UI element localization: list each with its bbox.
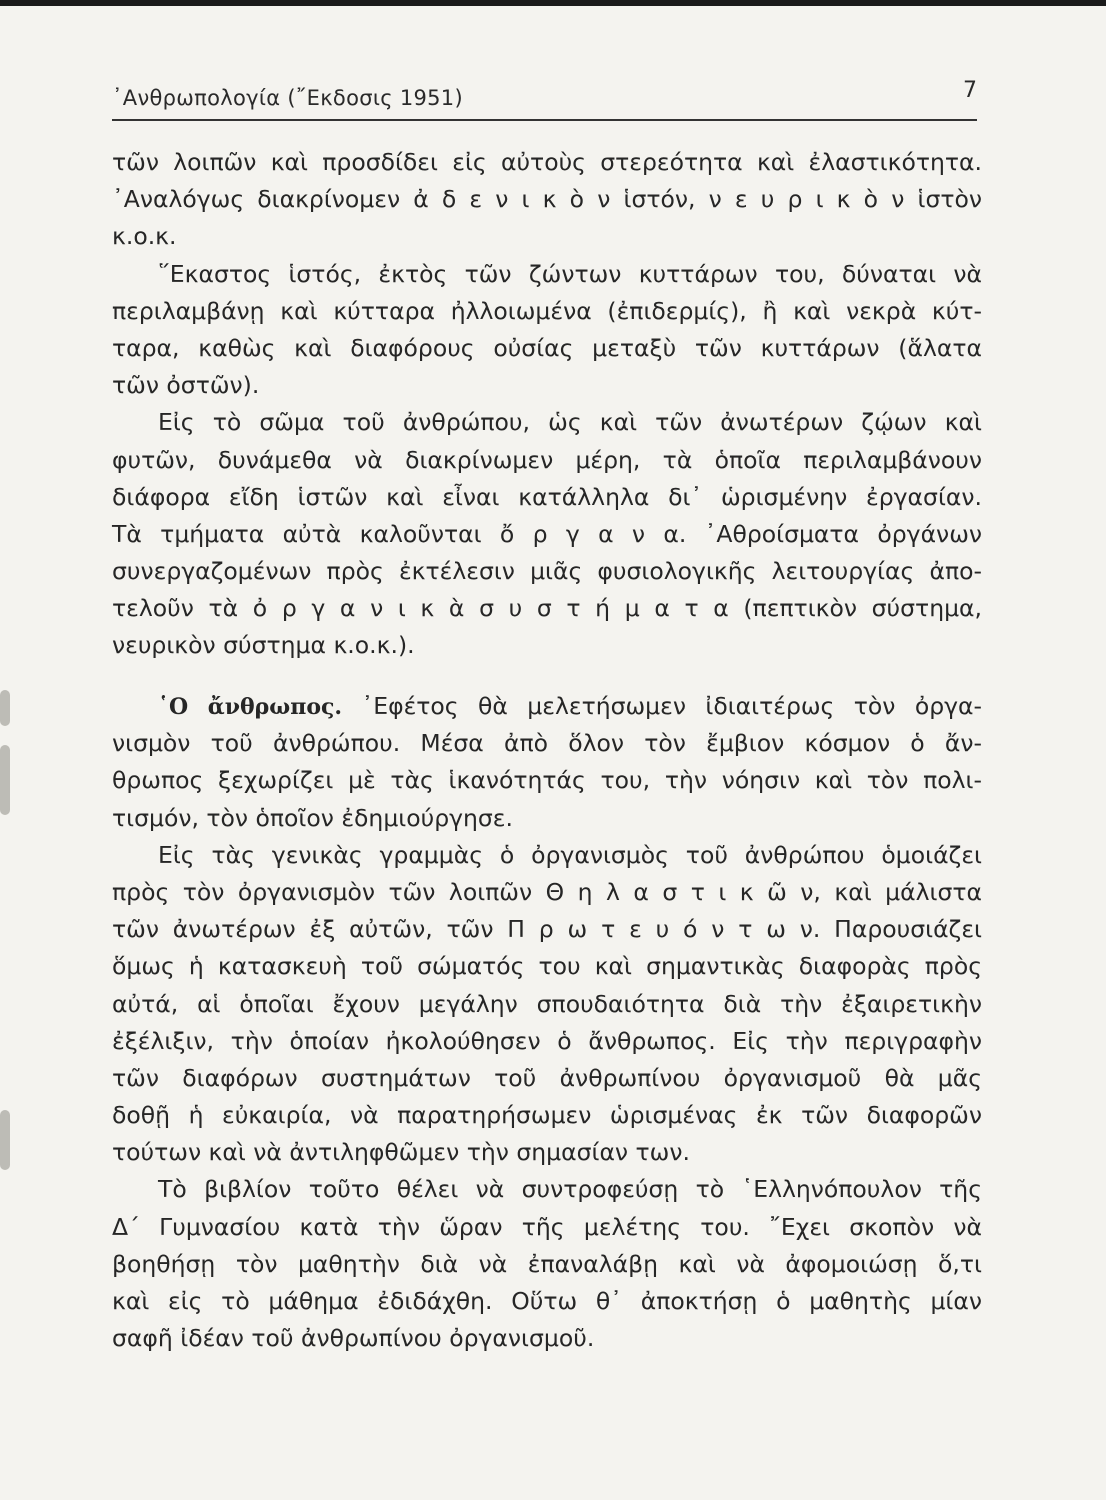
text-line: φυτῶν, δυνάμεθα νὰ διακρίνωμεν μέρη, τὰ ὁποῖα περιλαμβάνουν <box>112 445 982 474</box>
text-line: νευρικὸν σύστημα κ.ο.κ.). <box>112 631 415 660</box>
text-line <box>112 688 982 725</box>
text-line: βοηθήσῃ τὸν μαθητὴν διὰ νὰ ἐπαναλάβῃ καὶ νὰ ἀφομοιώσῃ ὅ,τι <box>112 1249 982 1278</box>
text-line: Τὰ τμήματα αὐτὰ καλοῦνται ὄ ρ γ α ν α. ᾿Αθροίσματα ὀργάνων <box>112 519 982 548</box>
text-line: Εἰς τὰς γενικὰς γραμμὰς ὁ ὀργανισμὸς τοῦ ἀνθρώπου ὁμοιάζει <box>158 840 982 869</box>
text-line: Τὸ βιβλίον τοῦτο θέλει νὰ συντροφεύσῃ τὸ ῾Ελληνόπουλον τῆς <box>158 1175 982 1204</box>
section-heading: ῾Ο ἄνθρωπος. <box>158 694 343 720</box>
text-line: πρὸς τὸν ὀργανισμὸν τῶν λοιπῶν Θ η λ α σ τ ι κ ῶ ν, καὶ μάλιστα <box>112 877 982 906</box>
paragraph-block-human <box>112 688 982 1357</box>
paragraph-block-tissues <box>112 144 982 665</box>
running-head: ᾿Ανθρωπολογία (῎Εκδοσις 1951) <box>112 86 463 110</box>
binding-shadow <box>0 690 10 726</box>
text-line: νισμὸν τοῦ ἀνθρώπου. Μέσα ἀπὸ ὅλον τὸν ἔμβιον κόσμον ὁ ἄν- <box>112 729 982 758</box>
page-header <box>112 78 977 118</box>
text-line: τῶν διαφόρων συστημάτων τοῦ ἀνθρωπίνου ὀργανισμοῦ θὰ μᾶς <box>112 1063 982 1092</box>
text-line: τελοῦν τὰ ὀ ρ γ α ν ι κ ὰ σ υ σ τ ή μ α τ α (πεπτικὸν σύστημα, <box>112 594 982 623</box>
text-line: δοθῇ ἡ εὐκαιρία, νὰ παρατηρήσωμεν ὡρισμένας ἐκ τῶν διαφορῶν <box>112 1101 982 1130</box>
text-line: θρωπος ξεχωρίζει μὲ τὰς ἱκανότητάς του, τὴν νόησιν καὶ τὸν πολι- <box>112 766 982 795</box>
text-line: τῶν ὀστῶν). <box>112 371 260 400</box>
text-line: κ.ο.κ. <box>112 222 177 251</box>
text-line: διάφορα εἴδη ἱστῶν καὶ εἶναι κατάλληλα δι᾿ ὡρισμένην ἐργασίαν. <box>112 482 982 511</box>
text-line: Δ΄ Γυμνασίου κατὰ τὴν ὥραν τῆς μελέτης του. ῎Εχει σκοπὸν νὰ <box>112 1212 982 1241</box>
text-line: καὶ εἰς τὸ μάθημα ἐδιδάχθη. Οὕτω θ᾿ ἀποκτήσῃ ὁ μαθητὴς μίαν <box>112 1287 982 1315</box>
text-line: τισμόν, τὸν ὁποῖον ἐδημιούργησε. <box>112 803 513 832</box>
text-line: ἐξέλιξιν, τὴν ὁποίαν ἠκολούθησεν ὁ ἄνθρωπος. Εἰς τὴν περιγραφὴν <box>112 1026 982 1055</box>
text-line: ᾿Αναλόγως διακρίνομεν ἀ δ ε ν ι κ ὸ ν ἱστόν, ν ε υ ρ ι κ ὸ ν ἱστὸν <box>112 185 982 214</box>
page-number: 7 <box>963 78 977 103</box>
header-rule <box>112 119 977 121</box>
text-run: ᾿Εφέτος θὰ μελετήσωμεν ἰδιαιτέρως τὸν ὀργα- <box>342 692 982 720</box>
text-line: σαφῆ ἰδέαν τοῦ ἀνθρωπίνου ὀργανισμοῦ. <box>112 1324 595 1353</box>
binding-shadow <box>0 745 10 815</box>
text-line: ῞Εκαστος ἱστός, ἐκτὸς τῶν ζώντων κυττάρων του, δύναται νὰ <box>158 259 982 288</box>
text-line: ὅμως ἡ κατασκευὴ τοῦ σώματός του καὶ σημαντικὰς διαφορὰς πρὸς <box>112 952 982 981</box>
text-line: συνεργαζομένων πρὸς ἐκτέλεσιν μιᾶς φυσιολογικῆς λειτουργίας ἀπο- <box>112 557 982 586</box>
text-line: τῶν λοιπῶν καὶ προσδίδει εἰς αὐτοὺς στερεότητα καὶ ἐλαστικότητα. <box>112 148 982 176</box>
binding-shadow <box>0 1110 10 1170</box>
page-top-border <box>0 0 1106 6</box>
text-line: ταρα, καθὼς καὶ διαφόρους οὐσίας μεταξὺ τῶν κυττάρων (ἅλατα <box>112 333 982 362</box>
text-line: περιλαμβάνῃ καὶ κύτταρα ἠλλοιωμένα (ἐπιδερμίς), ἢ καὶ νεκρὰ κύτ- <box>112 296 982 325</box>
text-line: τούτων καὶ νὰ ἀντιληφθῶμεν τὴν σημασίαν των. <box>112 1138 690 1167</box>
text-line: τῶν ἀνωτέρων ἐξ αὐτῶν, τῶν Π ρ ω τ ε υ ό ν τ ω ν. Παρουσιάζει <box>112 915 982 944</box>
text-line: αὐτά, αἱ ὁποῖαι ἔχουν μεγάλην σπουδαιότητα διὰ τὴν ἐξαιρετικὴν <box>112 989 982 1018</box>
text-line: Εἰς τὸ σῶμα τοῦ ἀνθρώπου, ὡς καὶ τῶν ἀνωτέρων ζῴων καὶ <box>158 408 982 437</box>
